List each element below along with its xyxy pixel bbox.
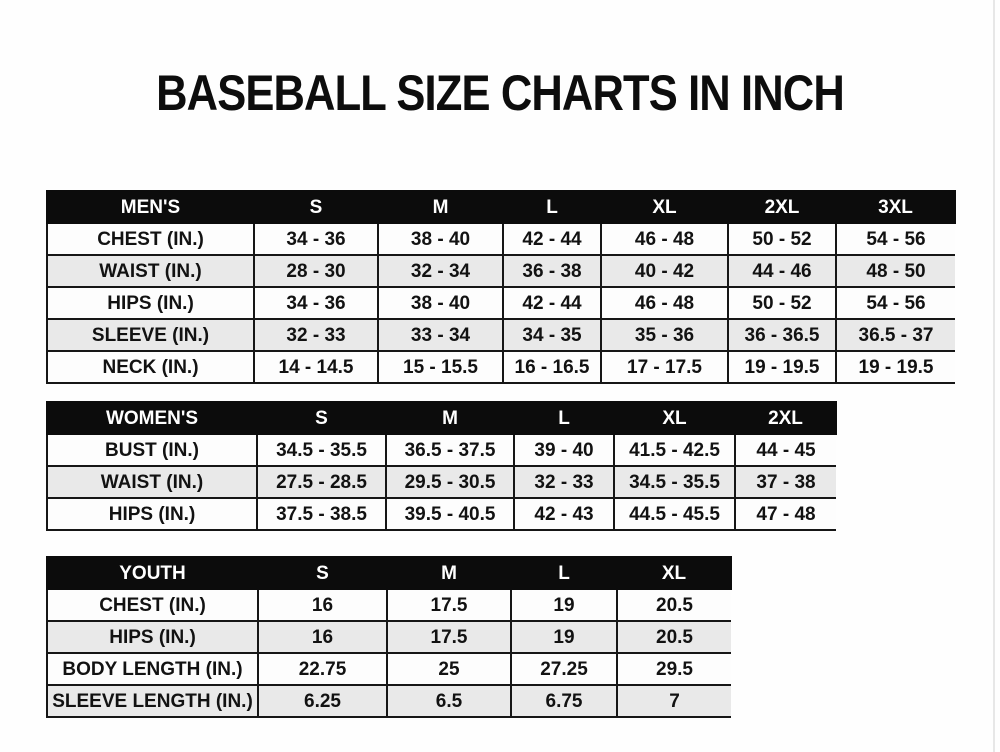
size-value-cell: 47 - 48 [735,498,836,530]
size-column-header: 3XL [836,191,955,223]
size-value-cell: 34 - 36 [254,223,378,255]
size-value-cell: 20.5 [617,621,731,653]
size-value-cell: 27.25 [511,653,617,685]
size-value-cell: 19 - 19.5 [836,351,955,383]
size-value-cell: 16 [258,589,387,621]
measurement-label: NECK (IN.) [47,351,254,383]
size-value-cell: 15 - 15.5 [378,351,503,383]
womens-header-row [47,402,836,434]
size-value-cell: 19 [511,589,617,621]
size-column-header: XL [617,557,731,589]
table-row [47,223,955,255]
mens-header-row [47,191,955,223]
table-row [47,351,955,383]
size-column-header: S [257,402,386,434]
measurement-label: SLEEVE LENGTH (IN.) [47,685,258,717]
size-value-cell: 25 [387,653,511,685]
mens-size-table [46,190,956,384]
size-value-cell: 35 - 36 [601,319,728,351]
size-value-cell: 34.5 - 35.5 [257,434,386,466]
size-value-cell: 14 - 14.5 [254,351,378,383]
size-value-cell: 46 - 48 [601,287,728,319]
size-value-cell: 38 - 40 [378,287,503,319]
size-value-cell: 37.5 - 38.5 [257,498,386,530]
size-value-cell: 16 [258,621,387,653]
youth-header-row [47,557,731,589]
size-column-header: L [514,402,614,434]
size-column-header: M [378,191,503,223]
size-value-cell: 17 - 17.5 [601,351,728,383]
size-value-cell: 32 - 34 [378,255,503,287]
size-value-cell: 41.5 - 42.5 [614,434,735,466]
size-value-cell: 38 - 40 [378,223,503,255]
size-value-cell: 19 [511,621,617,653]
table-row [47,255,955,287]
size-value-cell: 6.25 [258,685,387,717]
womens-group-label: WOMEN'S [47,402,257,434]
table-row [47,319,955,351]
size-value-cell: 19 - 19.5 [728,351,836,383]
size-column-header: S [254,191,378,223]
size-column-header: 2XL [728,191,836,223]
size-value-cell: 36 - 38 [503,255,601,287]
table-row [47,498,836,530]
measurement-label: BUST (IN.) [47,434,257,466]
size-value-cell: 42 - 43 [514,498,614,530]
size-value-cell: 44 - 46 [728,255,836,287]
size-value-cell: 34 - 36 [254,287,378,319]
size-value-cell: 39 - 40 [514,434,614,466]
measurement-label: SLEEVE (IN.) [47,319,254,351]
table-row [47,685,731,717]
size-value-cell: 27.5 - 28.5 [257,466,386,498]
size-column-header: XL [601,191,728,223]
measurement-label: BODY LENGTH (IN.) [47,653,258,685]
womens-size-table [46,401,837,531]
size-value-cell: 34 - 35 [503,319,601,351]
size-value-cell: 50 - 52 [728,223,836,255]
size-value-cell: 32 - 33 [254,319,378,351]
size-value-cell: 50 - 52 [728,287,836,319]
youth-size-table [46,556,732,718]
size-column-header: 2XL [735,402,836,434]
table-row [47,653,731,685]
size-value-cell: 22.75 [258,653,387,685]
size-column-header: L [503,191,601,223]
size-value-cell: 36 - 36.5 [728,319,836,351]
size-value-cell: 16 - 16.5 [503,351,601,383]
table-row [47,466,836,498]
size-value-cell: 37 - 38 [735,466,836,498]
size-value-cell: 20.5 [617,589,731,621]
size-column-header: L [511,557,617,589]
youth-group-label: YOUTH [47,557,258,589]
measurement-label: CHEST (IN.) [47,589,258,621]
table-row [47,589,731,621]
size-value-cell: 48 - 50 [836,255,955,287]
measurement-label: WAIST (IN.) [47,466,257,498]
size-value-cell: 17.5 [387,621,511,653]
size-value-cell: 6.5 [387,685,511,717]
size-value-cell: 36.5 - 37.5 [386,434,514,466]
size-value-cell: 7 [617,685,731,717]
mens-group-label: MEN'S [47,191,254,223]
size-value-cell: 40 - 42 [601,255,728,287]
size-value-cell: 32 - 33 [514,466,614,498]
measurement-label: HIPS (IN.) [47,498,257,530]
measurement-label: HIPS (IN.) [47,621,258,653]
size-value-cell: 39.5 - 40.5 [386,498,514,530]
size-value-cell: 6.75 [511,685,617,717]
size-value-cell: 28 - 30 [254,255,378,287]
scan-edge-line [993,0,995,752]
size-value-cell: 29.5 - 30.5 [386,466,514,498]
measurement-label: WAIST (IN.) [47,255,254,287]
size-value-cell: 44 - 45 [735,434,836,466]
table-row [47,621,731,653]
table-row [47,287,955,319]
size-value-cell: 34.5 - 35.5 [614,466,735,498]
size-column-header: M [386,402,514,434]
table-row [47,434,836,466]
size-value-cell: 46 - 48 [601,223,728,255]
size-value-cell: 29.5 [617,653,731,685]
measurement-label: CHEST (IN.) [47,223,254,255]
size-column-header: S [258,557,387,589]
size-value-cell: 44.5 - 45.5 [614,498,735,530]
measurement-label: HIPS (IN.) [47,287,254,319]
size-value-cell: 42 - 44 [503,287,601,319]
size-column-header: XL [614,402,735,434]
size-value-cell: 36.5 - 37 [836,319,955,351]
size-value-cell: 17.5 [387,589,511,621]
size-value-cell: 54 - 56 [836,287,955,319]
size-value-cell: 42 - 44 [503,223,601,255]
size-value-cell: 54 - 56 [836,223,955,255]
size-value-cell: 33 - 34 [378,319,503,351]
size-column-header: M [387,557,511,589]
page-title: BASEBALL SIZE CHARTS IN INCH [156,65,844,121]
